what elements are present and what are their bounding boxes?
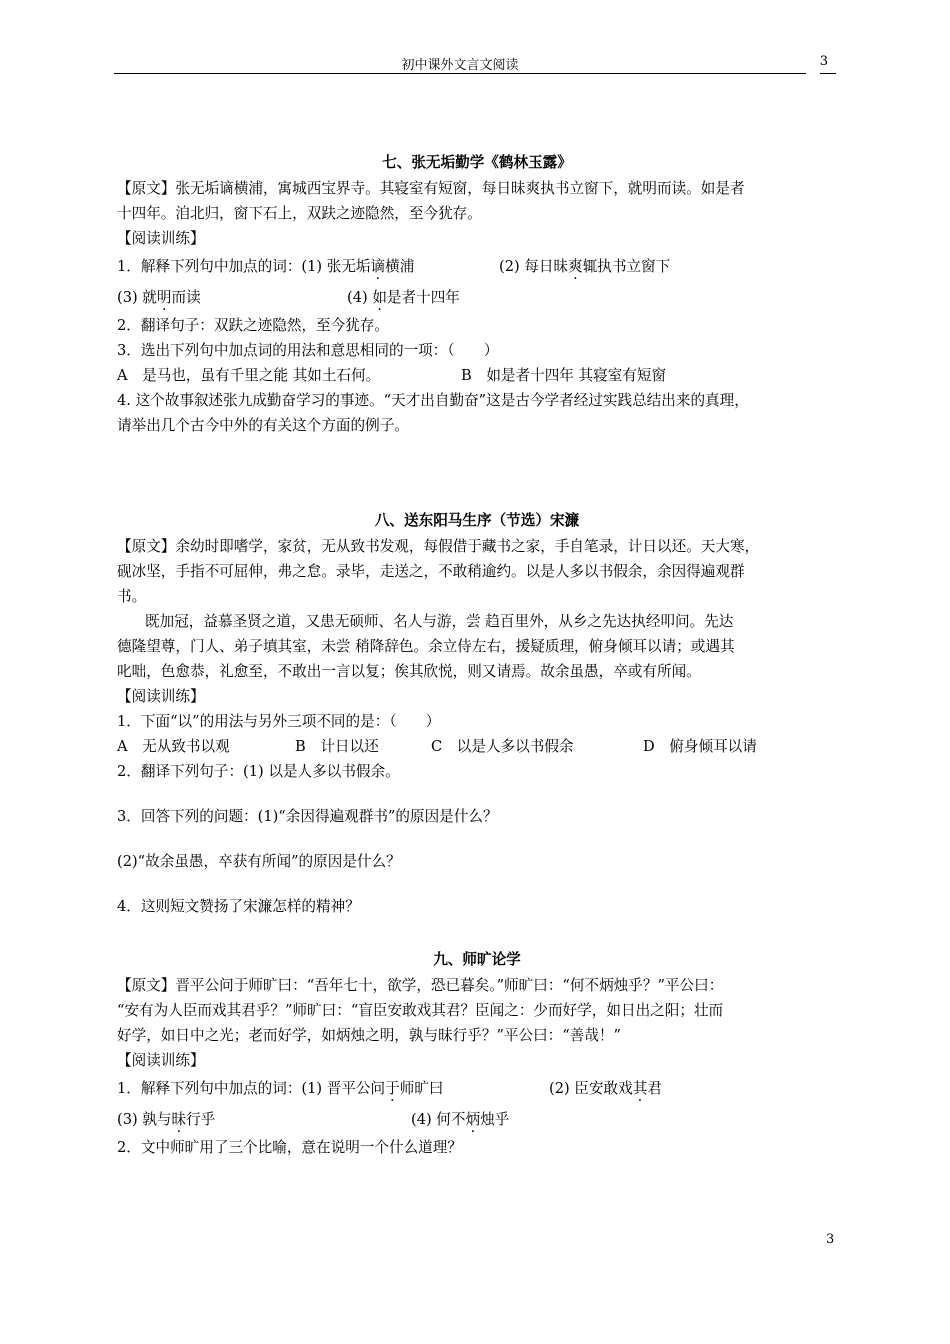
spacer [117, 438, 837, 490]
section-9-title: 九、师旷论学 [433, 951, 521, 968]
s8-q1-option-a: A 无从致书以观 [117, 738, 230, 755]
header-page-number: 3 [819, 54, 828, 69]
s7-question-4-line-2: 请举出几个古今中外的有关这个方面的例子。 [117, 417, 409, 434]
dotted-char: 昧 [171, 1111, 187, 1128]
spacer [117, 490, 837, 508]
s8-question-4: 4．这则短文赞扬了宋濂怎样的精神？ [117, 898, 360, 915]
dotted-char: 如 [372, 289, 387, 306]
s8-para-1-line-1: 【原文】余幼时即嗜学，家贫，无从致书发观，每假借于藏书之家，手自笔录，计日以还。天大寒， [117, 538, 760, 555]
s8-training-label: 【阅读训练】 [117, 688, 205, 705]
s8-para-2-line-2: 德隆望尊，门人、弟子填其室，未尝 稍降辞色。余立侍左右，援疑质理，俯身倾耳以请；或遇其 [117, 638, 735, 655]
s7-q1-part-1: 1．解释下列句中加点的词：(1) 张无垢谪横浦 [117, 258, 415, 275]
s8-para-2-line-1: 既加冠，益慕圣贤之道，又患无硕师、名人与游，尝 趋百里外，从乡之先达执经叩问。先达 [145, 613, 734, 630]
s9-para-line-1: 【原文】晋平公问于师旷曰：“吾年七十，欲学，恐已暮矣。”师旷曰：“何不炳烛乎？”平公曰： [117, 977, 724, 994]
s9-q1-part-3: (3) 孰与昧行乎 [117, 1111, 216, 1128]
s7-q3-option-a: A 是马也，虽有千里之能 其如土石何。 [117, 367, 381, 384]
dotted-char: 谪 [370, 258, 386, 275]
footer-page-number: 3 [826, 1232, 835, 1247]
document-body [117, 150, 837, 1160]
s8-para-2-line-3: 叱咄，色愈恭，礼愈至，不敢出一言以复；俟其欣悦，则又请焉。故余虽愚，卒或有所闻。 [117, 663, 701, 680]
header-rule [114, 73, 806, 74]
dotted-char: 炳 [465, 1111, 481, 1128]
section-7-title: 七、张无垢勤学《鹤林玉露》 [382, 154, 572, 171]
dotted-char: 爽 [568, 258, 583, 275]
s9-training-label: 【阅读训练】 [117, 1052, 205, 1069]
header-rule-short [820, 73, 836, 74]
s8-question-3-part-2: (2)“故余虽愚，卒获有所闻”的原因是什么？ [117, 853, 401, 870]
s7-question-1 [117, 251, 837, 282]
s7-question-4-line-1: 4. 这个故事叙述张九成勤奋学习的事迹。“天才出自勤奋”这是古今学者经过实践总结出来的真理， [117, 392, 749, 409]
s7-question-1-cont [117, 282, 837, 313]
s8-para-1-line-3: 书。 [117, 588, 147, 605]
dotted-char: 明 [156, 289, 172, 306]
dotted-char: 其 [632, 1080, 648, 1097]
s9-q1-part-2: (2) 臣安敢戏其君 [549, 1080, 662, 1097]
s7-q1-part-3: (3) 就明而读 [117, 289, 201, 306]
page-header [114, 52, 836, 76]
s9-question-1 [117, 1073, 837, 1104]
s8-question-1: 1．下面“以”的用法与另外三项不同的是：（ ） [117, 713, 441, 730]
s9-para-line-2: “安有为人臣而戏其君乎？”师旷曰：“盲臣安敢戏其君？臣闻之：少而好学，如日出之阳；壮而 [117, 1002, 724, 1019]
s8-para-1-line-2: 砚冰坚，手指不可屈伸，弗之怠。录毕，走送之，不敢稍逾约。以是人多以书假余，余因得遍观群 [117, 563, 745, 580]
spacer [117, 784, 837, 804]
s8-question-3: 3．回答下列的问题：(1)“余因得遍观群书”的原因是什么？ [117, 808, 498, 825]
s7-q1-part-4: (4) 如是者十四年 [347, 289, 460, 306]
s9-q1-part-4: (4) 何不炳烛乎 [411, 1111, 510, 1128]
s8-q1-option-c: C 以是人多以书假余 [431, 738, 574, 755]
s7-training-label: 【阅读训练】 [117, 230, 205, 247]
s9-question-1-cont [117, 1104, 837, 1135]
s8-q1-option-d: D 俯身倾耳以请 [643, 738, 757, 755]
s8-question-1-options [117, 734, 837, 759]
s7-question-2: 2．翻译句子：双趺之迹隐然，至今犹存。 [117, 317, 389, 334]
s7-yuanwen-line-1: 【原文】张无垢谪横浦，寓城西宝界寺。其寝室有短窗，每日昧爽执书立窗下，就明而读。如是者 [117, 180, 745, 197]
spacer [117, 874, 837, 894]
dotted-char: 于 [385, 1080, 400, 1097]
spacer [117, 829, 837, 849]
s7-q3-option-b: B 如是者十四年 其寝室有短窗 [461, 367, 667, 384]
s8-q1-option-b: B 计日以还 [295, 738, 379, 755]
s9-para-line-3: 好学，如日中之光；老而好学，如炳烛之明，孰与昧行乎？”平公曰：“善哉！” [117, 1027, 621, 1044]
s7-question-3-options [117, 363, 837, 388]
s7-q1-part-2: (2) 每日昧爽辄执书立窗下 [499, 258, 671, 275]
s9-question-2: 2．文中师旷用了三个比喻，意在说明一个什么道理？ [117, 1139, 462, 1156]
s7-yuanwen-line-2: 十四年。洎北归，窗下石上，双趺之迹隐然，至今犹存。 [117, 205, 482, 222]
header-title: 初中课外文言文阅读 [401, 58, 519, 73]
s8-question-2: 2．翻译下列句子：(1) 以是人多以书假余。 [117, 763, 400, 780]
section-8-title: 八、送东阳马生序（节选）宋濂 [374, 512, 580, 529]
s7-question-3: 3．选出下列句中加点词的用法和意思相同的一项：（ ） [117, 342, 499, 359]
spacer [117, 919, 837, 947]
s9-q1-part-1: 1．解释下列句中加点的词：(1) 晋平公问于师旷曰 [117, 1080, 444, 1097]
